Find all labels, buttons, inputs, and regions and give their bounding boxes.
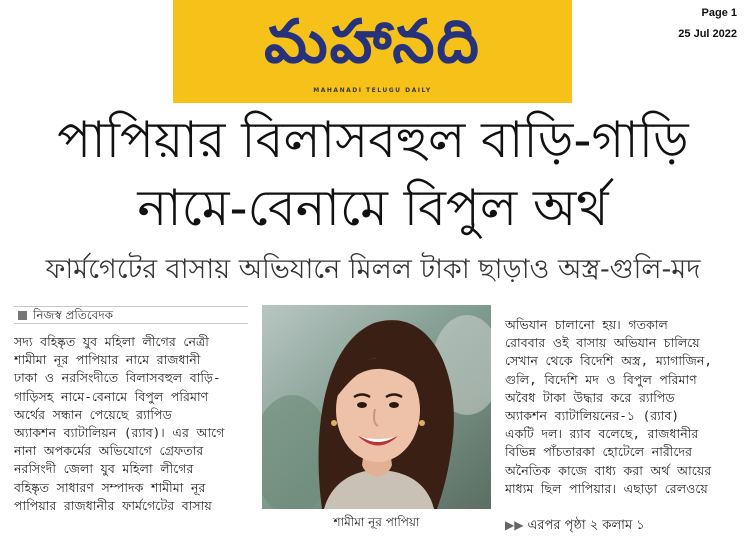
publication-date: 25 Jul 2022 [678, 28, 737, 40]
column-line: অর্থের সন্ধান পেয়েছে র‌্যাপিড [14, 406, 172, 422]
column-line: পাপিয়ার রাজধানীর ফার্মগেটের বাসায় [14, 497, 212, 513]
page-number: Page 1 [701, 7, 737, 19]
article-column-left [14, 333, 248, 515]
column-line: অভিযান চালানো হয়। গতকাল [505, 317, 668, 332]
continued-text: এরপর পৃষ্ঠা ২ কলাম ১ [527, 518, 645, 533]
portrait-illustration [262, 305, 491, 509]
byline-square-icon [18, 311, 27, 320]
column-line: সদ্য বহিষ্কৃত যুব মহিলা লীগের নেত্রী [14, 334, 209, 349]
byline-text: নিজস্ব প্রতিবেদক [33, 308, 114, 322]
column-line: নরসিংদী জেলা যুব মহিলা লীগের [14, 461, 194, 477]
headline-line-1: পাপিয়ার বিলাসবহুল বাড়ি-গাড়ি [57, 111, 689, 169]
column-line: রোববার ওই বাসায় অভিযান চালিয়ে [505, 335, 700, 351]
column-line: ঢাকা ও নরসিংদীতে বিলাসবহুল বাড়ি- [14, 370, 221, 386]
column-line: অবৈধ টাকা উদ্ধার করে র‌্যাপিড [505, 389, 675, 405]
subheadline: ফার্মগেটের বাসায় অভিযানে মিলল টাকা ছাড়াও অস্ত্র-গুলি-মদ [45, 254, 701, 285]
masthead-logo: మహానది [264, 7, 481, 77]
column-line: অনৈতিক কাজে বাধ্য করা অর্থ আয়ের [505, 462, 712, 478]
masthead-tagline: MAHANADI TELUGU DAILY [313, 87, 432, 94]
column-line: গাড়িসহ নামে-বেনামে বিপুল পরিমাণ [14, 388, 209, 404]
column-line: বহিষ্কৃত সাধারণ সম্পাদক শামীমা নূর [14, 479, 206, 495]
portrait-photo [262, 305, 491, 509]
column-line: একটি দল। র‌্যাব বলেছে, রাজধানীর [505, 426, 699, 442]
double-arrow-icon: ▶▶ [505, 518, 524, 532]
byline [14, 306, 248, 324]
column-line: নানা অপকর্মের অভিযোগে গ্রেফতার [14, 443, 204, 459]
column-line: গুলি, বিদেশি মদ ও বিপুল পরিমাণ [505, 371, 697, 387]
column-line: সেখান থেকে বিদেশি অস্ত্র, ম্যাগাজিন, [505, 353, 712, 369]
column-line: অ্যাকশন ব্যাটালিয়নের-১ (র‌্যাব) [505, 408, 680, 424]
article-column-right [505, 316, 733, 498]
masthead [173, 0, 572, 103]
column-line: মাধ্যম ছিল পাপিয়ার। এছাড়া রেলওয়ে [505, 480, 708, 496]
continued-link[interactable] [505, 516, 735, 535]
column-line: অ্যাকশন ব্যাটালিয়ন (র‌্যাব)। এর আগে [14, 425, 225, 441]
photo-caption: শামীমা নূর পাপিয়া [333, 515, 420, 529]
headline-line-2: নামে-বেনামে বিপুল অর্থ [137, 179, 609, 237]
column-line: বিভিন্ন পাঁচতারকা হোটেলে নারীদের [505, 444, 693, 460]
column-line: শামীমা নূর পাপিয়ার নামে রাজধানী [14, 352, 201, 368]
